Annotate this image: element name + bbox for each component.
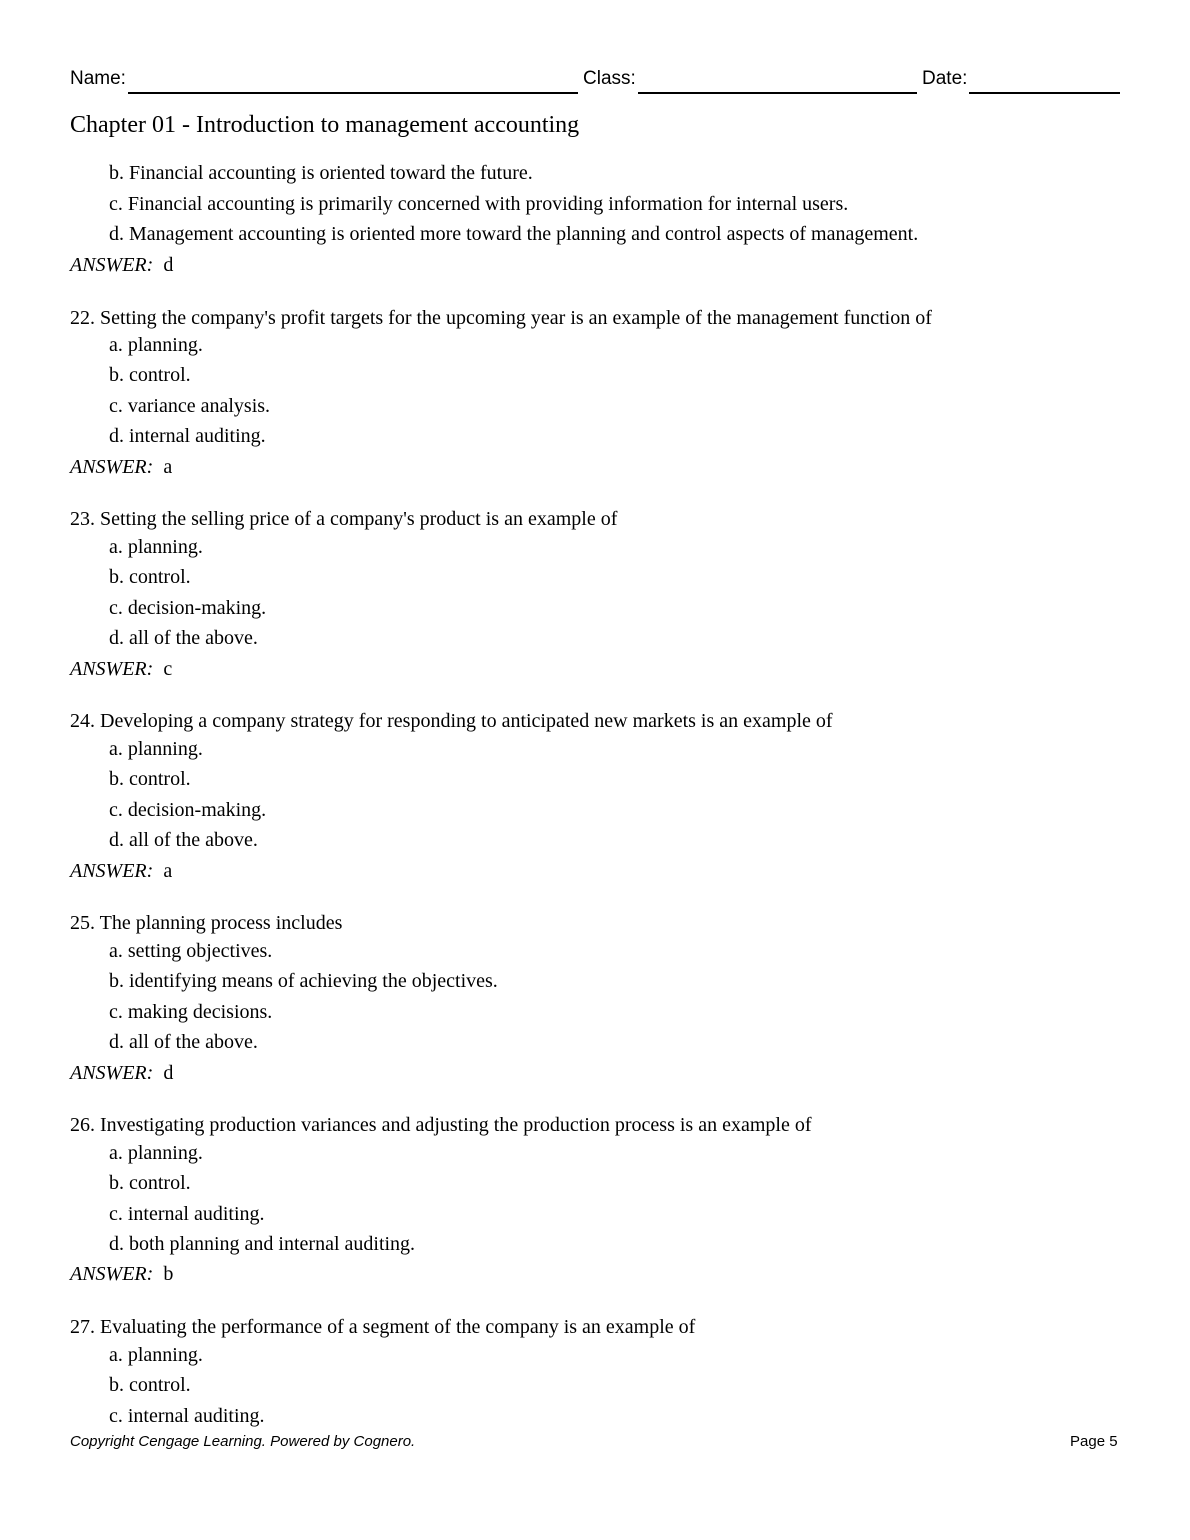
question-text: 24. Developing a company strategy for responding to anticipated new markets is an example of (70, 710, 833, 732)
answer-value: c (163, 658, 173, 680)
question-text: 26. Investigating production variances and adjusting the production process is an example of (70, 1114, 812, 1136)
name-label: Name: (70, 68, 126, 89)
answer-label: ANSWER: (70, 658, 154, 680)
option: a. planning. (109, 1344, 203, 1366)
answer-line (70, 1061, 173, 1085)
question-text: 27. Evaluating the performance of a segment of the company is an example of (70, 1316, 696, 1338)
option: b. control. (109, 1172, 191, 1194)
option: b. control. (109, 364, 191, 386)
question-text: 25. The planning process includes (70, 912, 343, 934)
question-list (70, 0, 1120, 1430)
answer-label: ANSWER: (70, 860, 154, 882)
answer-line (70, 455, 172, 479)
answer-value: a (163, 456, 173, 478)
answer-label: ANSWER: (70, 456, 154, 478)
answer-value: a (163, 860, 173, 882)
question-text: 22. Setting the company's profit targets for the upcoming year is an example of the management function of (70, 307, 932, 329)
option: c. making decisions. (109, 1001, 273, 1023)
option: b. identifying means of achieving the objectives. (109, 970, 498, 992)
option: a. planning. (109, 334, 203, 356)
answer-line (70, 1262, 173, 1286)
option: c. internal auditing. (109, 1405, 265, 1427)
answer-line (70, 657, 172, 681)
option: a. planning. (109, 738, 203, 760)
answer-label: ANSWER: (70, 254, 154, 276)
option: a. planning. (109, 1142, 203, 1164)
option: d. all of the above. (109, 829, 258, 851)
question-text: 23. Setting the selling price of a company's product is an example of (70, 508, 618, 530)
option: d. Management accounting is oriented more toward the planning and control aspects of management. (109, 223, 919, 245)
option: d. both planning and internal auditing. (109, 1233, 416, 1255)
page-number: Page 5 (1070, 1433, 1118, 1450)
answer-line (70, 253, 173, 277)
option: b. control. (109, 566, 191, 588)
option: c. Financial accounting is primarily concerned with providing information for internal users. (109, 193, 849, 215)
chapter-title: Chapter 01 - Introduction to management accounting (70, 112, 580, 138)
answer-label: ANSWER: (70, 1263, 154, 1285)
answer-label: ANSWER: (70, 1062, 154, 1084)
answer-value: b (163, 1263, 174, 1285)
class-label: Class: (583, 68, 636, 89)
option: b. control. (109, 1374, 191, 1396)
footer-copyright: Copyright Cengage Learning. Powered by Cognero. (70, 1433, 416, 1450)
option: d. all of the above. (109, 1031, 258, 1053)
option: d. internal auditing. (109, 425, 266, 447)
option: a. setting objectives. (109, 940, 273, 962)
option: b. Financial accounting is oriented toward the future. (109, 162, 533, 184)
option: d. all of the above. (109, 627, 258, 649)
option: c. internal auditing. (109, 1203, 265, 1225)
answer-value: d (163, 1062, 174, 1084)
option: c. decision-making. (109, 799, 267, 821)
option: a. planning. (109, 536, 203, 558)
date-label: Date: (922, 68, 968, 89)
answer-line (70, 859, 172, 883)
option: c. decision-making. (109, 597, 267, 619)
option: b. control. (109, 768, 191, 790)
answer-value: d (163, 254, 174, 276)
option: c. variance analysis. (109, 395, 271, 417)
